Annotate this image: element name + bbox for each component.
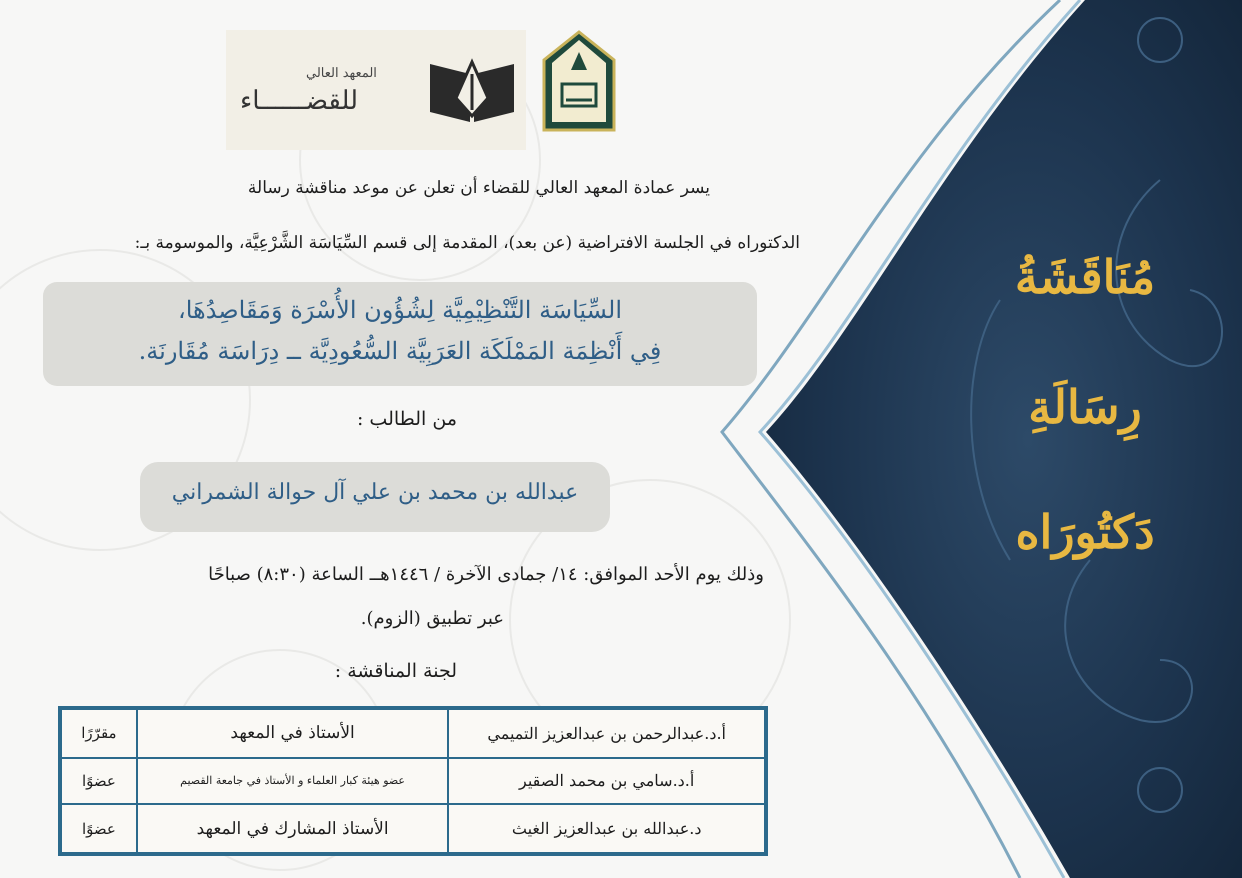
- institute-logo-box: [226, 30, 526, 150]
- institute-name-line2: للقضــــــاء: [240, 86, 359, 116]
- side-title-line-3: دَكتُورَاه: [1015, 505, 1155, 559]
- member-role: مقرّرًا: [62, 710, 136, 757]
- member-position: الأستاذ في المعهد: [138, 710, 447, 757]
- member-name: أ.د.سامي بن محمد الصقير: [449, 759, 764, 803]
- university-emblem-icon: [542, 30, 616, 134]
- member-role: عضوًا: [62, 805, 136, 852]
- student-label: من الطالب :: [356, 408, 457, 430]
- intro-line-2: الدكتوراه في الجلسة الافتراضية (عن بعد)، المقدمة إلى قسم السِّيَاسَة الشَّرْعِيَّة، والموسومة بـ:: [134, 233, 800, 253]
- schedule-line-1: وذلك يوم الأحد الموافق: ١٤/ جمادى الآخرة / ١٤٤٦هــ الساعة (٨:٣٠) صباحًا: [208, 564, 764, 585]
- member-role: عضوًا: [62, 759, 136, 803]
- side-title-line-1: مُنَاقَشَةُ: [1014, 250, 1156, 304]
- committee-label: لجنة المناقشة :: [334, 660, 457, 682]
- thesis-title-line-1: السِّيَاسَة التَّنْظِيْمِيَّة لِشُؤُون الأُسْرَة وَمَقَاصِدُهَا،: [177, 296, 623, 324]
- student-name: عبدالله بن محمد بن علي آل حوالة الشمراني: [171, 480, 579, 505]
- member-name: د.عبدالله بن عبدالعزيز الغيث: [449, 805, 764, 852]
- thesis-title-line-2: فِي أَنْظِمَة المَمْلَكَة العَرَبِيَّة السُّعُودِيَّة ــ دِرَاسَة مُقَارنَة.: [138, 337, 662, 365]
- schedule-line-2: عبر تطبيق (الزوم).: [360, 608, 504, 629]
- table-row: [62, 805, 764, 852]
- open-book-logo-icon: [426, 54, 518, 126]
- thesis-title-box: [43, 282, 757, 386]
- committee-table: [58, 706, 768, 856]
- institute-name-line1: المعهد العالي: [306, 66, 377, 81]
- member-position: الأستاذ المشارك في المعهد: [138, 805, 447, 852]
- table-row: [62, 759, 764, 803]
- intro-line-1: يسر عمادة المعهد العالي للقضاء أن تعلن عن موعد مناقشة رسالة: [247, 178, 710, 198]
- member-name: أ.د.عبدالرحمن بن عبدالعزيز التميمي: [449, 710, 764, 757]
- table-row: [62, 710, 764, 757]
- member-position: عضو هيئة كبار العلماء و الأستاذ في جامعة القصيم: [138, 759, 447, 803]
- side-title-line-2: رِسَالَةِ: [1028, 380, 1142, 434]
- student-name-box: [140, 462, 610, 532]
- dark-side-panel: [766, 0, 1242, 878]
